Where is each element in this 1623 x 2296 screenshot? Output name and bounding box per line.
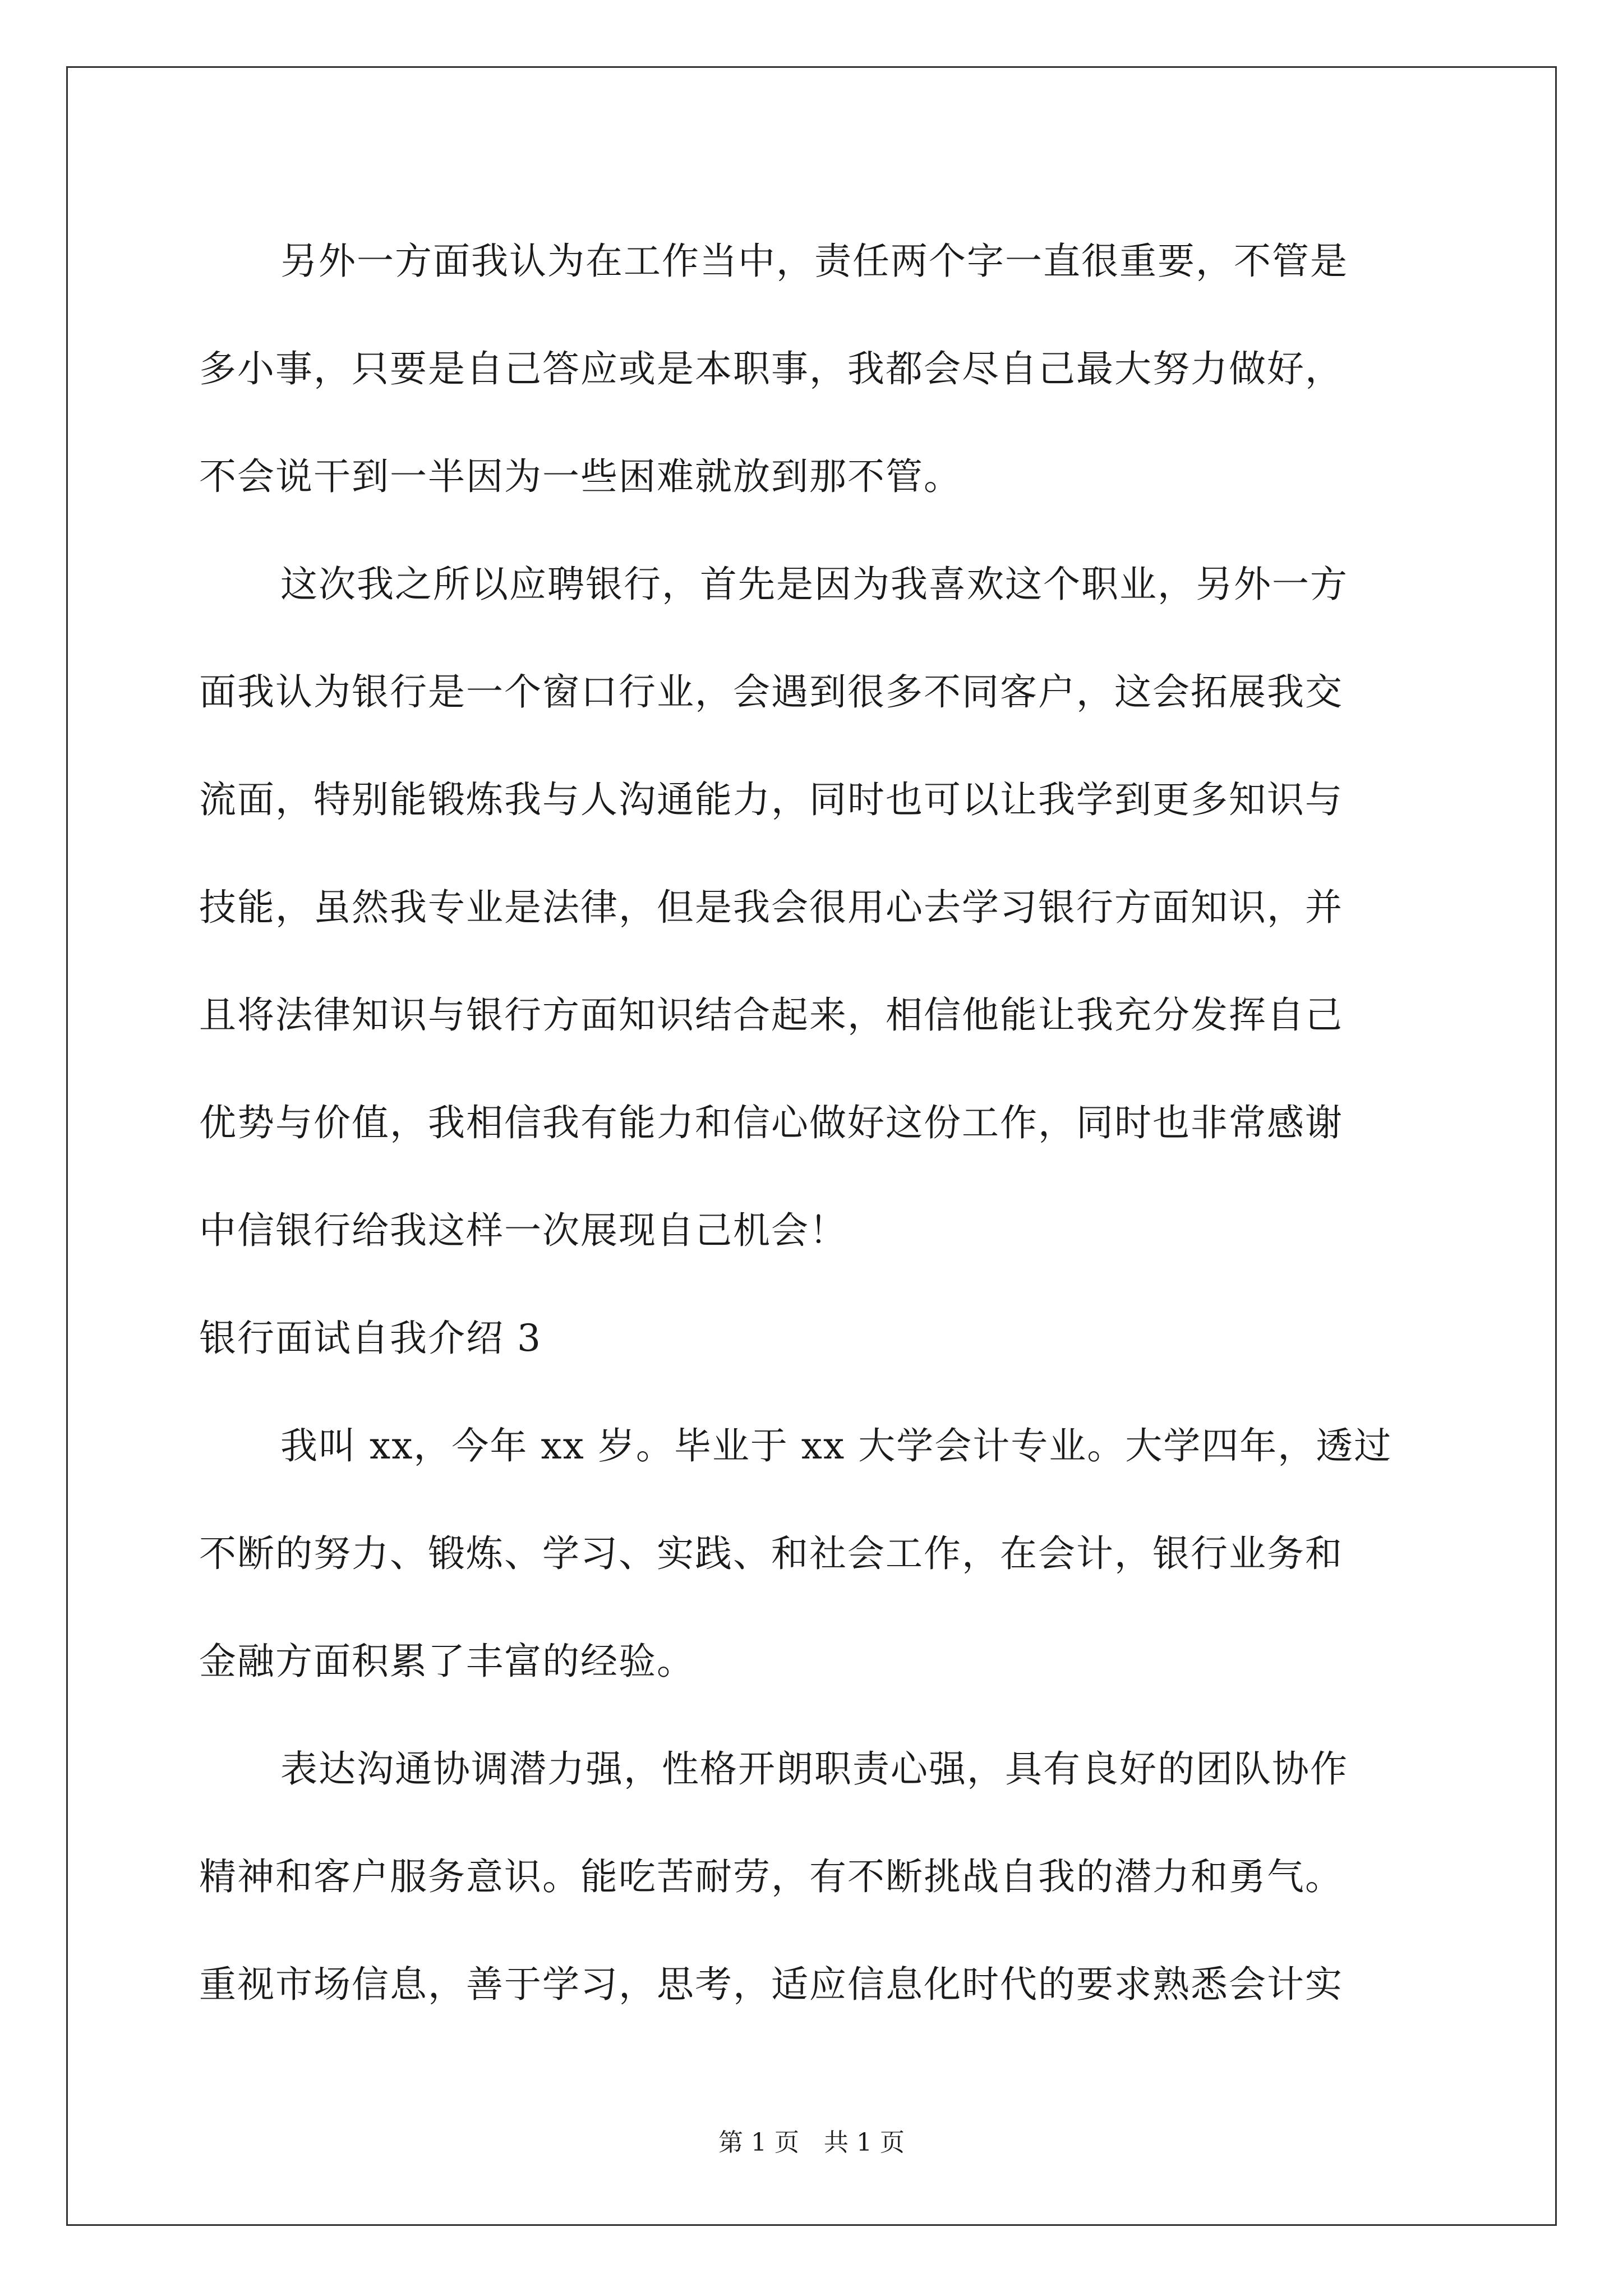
paragraph-3-line-1: 我叫 xx，今年 xx 岁。毕业于 xx 大学会计专业。大学四年，透过 [280, 1424, 1393, 1467]
paragraph-4-line-3: 重视市场信息，善于学习，思考，适应信息化时代的要求熟悉会计实 [199, 1963, 1343, 2006]
paragraph-2-line-7: 中信银行给我这样一次展现自己机会！ [199, 1209, 847, 1252]
paragraph-2-line-2: 面我认为银行是一个窗口行业，会遇到很多不同客户，这会拓展我交 [199, 670, 1343, 714]
paragraph-3-line-2: 不断的努力、锻炼、学习、实践、和社会工作，在会计，银行业务和 [199, 1532, 1343, 1575]
paragraph-2-line-5: 且将法律知识与银行方面知识结合起来，相信他能让我充分发挥自己 [199, 993, 1343, 1037]
paragraph-2-line-3: 流面，特别能锻炼我与人沟通能力，同时也可以让我学到更多知识与 [199, 778, 1343, 821]
paragraph-1-line-3: 不会说干到一半因为一些困难就放到那不管。 [199, 455, 962, 498]
section-heading: 银行面试自我介绍 3 [199, 1317, 542, 1360]
paragraph-2-line-6: 优势与价值，我相信我有能力和信心做好这份工作，同时也非常感谢 [199, 1101, 1343, 1144]
paragraph-2-line-1: 这次我之所以应聘银行，首先是因为我喜欢这个职业，另外一方 [280, 563, 1348, 606]
paragraph-4-line-1: 表达沟通协调潜力强，性格开朗职责心强，具有良好的团队协作 [280, 1747, 1348, 1791]
paragraph-3-line-3: 金融方面积累了丰富的经验。 [199, 1640, 695, 1683]
paragraph-1-line-1: 另外一方面我认为在工作当中，责任两个字一直很重要，不管是 [280, 240, 1348, 283]
paragraph-2-line-4: 技能，虽然我专业是法律，但是我会很用心去学习银行方面知识，并 [199, 886, 1343, 929]
page-footer: 第 1 页 共 1 页 [718, 2128, 905, 2157]
document-body [199, 208, 1433, 2039]
paragraph-4-line-2: 精神和客户服务意识。能吃苦耐劳，有不断挑战自我的潜力和勇气。 [199, 1855, 1343, 1898]
paragraph-1-line-2: 多小事，只要是自己答应或是本职事，我都会尽自己最大努力做好， [199, 347, 1343, 390]
